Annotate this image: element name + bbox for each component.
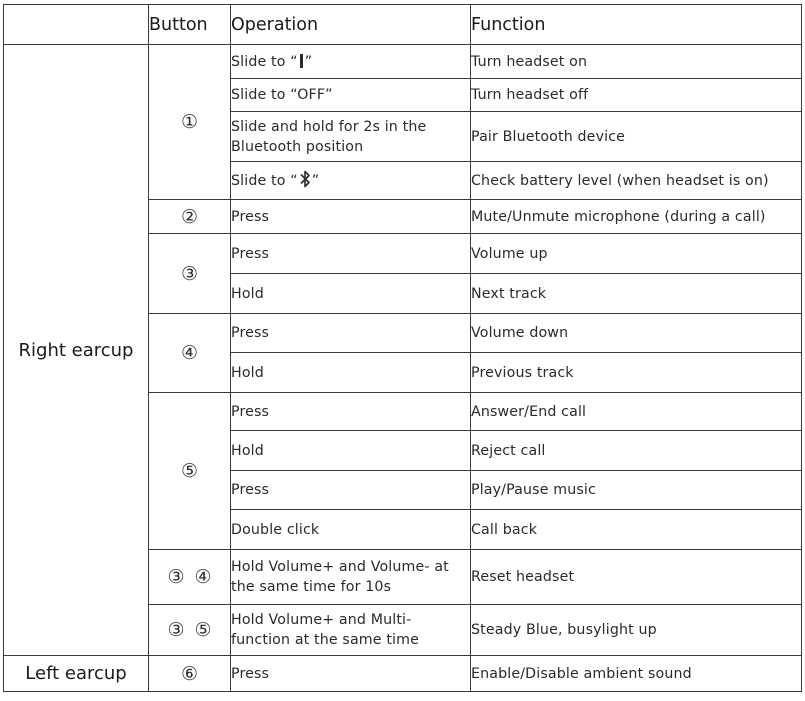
button-4-marker: ④ (149, 314, 231, 393)
button-combo-3-5 (149, 605, 231, 656)
operation-prefix: Slide to “ (231, 53, 298, 70)
operation-suffix: ” (304, 53, 313, 70)
button-1-marker: ① (149, 45, 231, 200)
button-6-marker: ⑥ (149, 656, 231, 692)
function-cell: Next track (471, 274, 802, 314)
function-cell: Reset headset (471, 550, 802, 605)
function-cell: Previous track (471, 353, 802, 393)
operation-cell: Hold Volume+ and Volume- at the same time for 10s (231, 550, 471, 605)
right-earcup-label: Right earcup (4, 45, 149, 656)
header-function: Function (471, 5, 802, 45)
function-cell: Enable/Disable ambient sound (471, 656, 802, 692)
function-cell: Turn headset off (471, 79, 802, 112)
function-cell: Answer/End call (471, 393, 802, 431)
on-position-icon (300, 54, 303, 68)
operation-cell: Double click (231, 510, 471, 550)
function-cell: Volume up (471, 234, 802, 274)
operation-cell: Press (231, 314, 471, 353)
operation-prefix: Slide to “ (231, 173, 298, 189)
table-row (4, 656, 802, 692)
operation-cell: Press (231, 393, 471, 431)
operation-suffix: ” (311, 173, 320, 189)
function-cell: Mute/Unmute microphone (during a call) (471, 200, 802, 234)
operation-cell: Hold (231, 274, 471, 314)
bluetooth-icon (299, 170, 311, 188)
operation-cell: Hold (231, 431, 471, 471)
button-3-marker: ③ (167, 566, 185, 588)
function-cell: Play/Pause music (471, 471, 802, 510)
function-cell: Volume down (471, 314, 802, 353)
header-blank (4, 5, 149, 45)
header-button: Button (149, 5, 231, 45)
button-operation-table (3, 4, 802, 692)
button-2-marker: ② (149, 200, 231, 234)
button-3-marker: ③ (149, 234, 231, 314)
operation-cell: Press (231, 200, 471, 234)
operation-cell: Hold (231, 353, 471, 393)
operation-cell: Press (231, 471, 471, 510)
function-cell: Turn headset on (471, 45, 802, 79)
operation-cell (231, 45, 471, 79)
operation-cell: Slide and hold for 2s in the Bluetooth position (231, 112, 471, 162)
table-row (4, 45, 802, 79)
operation-cell: Press (231, 656, 471, 692)
button-4-marker: ④ (194, 566, 212, 588)
function-cell: Check battery level (when headset is on) (471, 162, 802, 200)
left-earcup-label: Left earcup (4, 656, 149, 692)
header-row (4, 5, 802, 45)
header-operation: Operation (231, 5, 471, 45)
operation-cell (231, 162, 471, 200)
operation-cell: Slide to “OFF” (231, 79, 471, 112)
button-3-marker: ③ (167, 619, 185, 641)
function-cell: Call back (471, 510, 802, 550)
function-cell: Steady Blue, busylight up (471, 605, 802, 656)
function-cell: Pair Bluetooth device (471, 112, 802, 162)
button-5-marker: ⑤ (194, 619, 212, 641)
operation-cell: Hold Volume+ and Multi-function at the same time (231, 605, 471, 656)
button-combo-3-4 (149, 550, 231, 605)
operation-cell: Press (231, 234, 471, 274)
button-5-marker: ⑤ (149, 393, 231, 550)
function-cell: Reject call (471, 431, 802, 471)
